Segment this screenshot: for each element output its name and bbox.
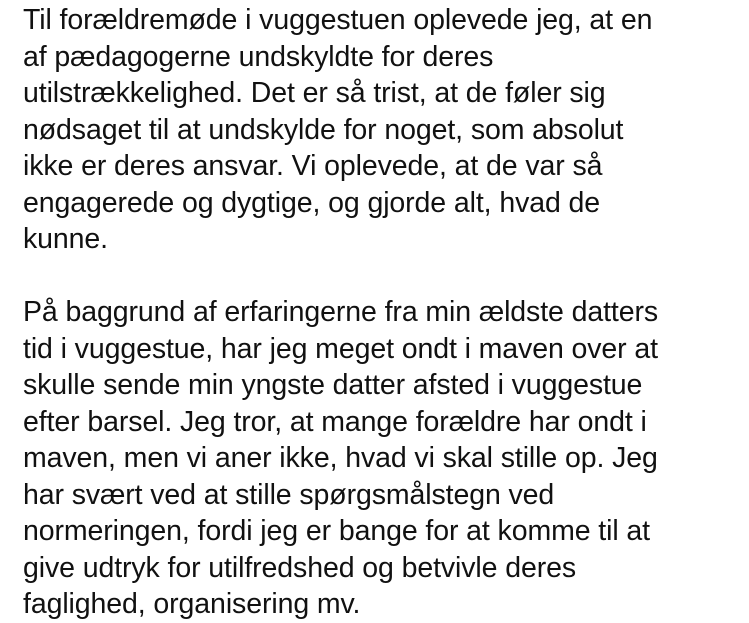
text-line: Til forældremøde i vuggestuen oplevede jeg, at en (23, 4, 653, 36)
text-line: faglighed, organisering mv. (23, 588, 361, 620)
post-text (23, 2, 749, 623)
text-line: give udtryk for utilfredshed og betvivle deres (23, 551, 577, 584)
text-line: af pædagogerne undskyldte for deres (23, 40, 494, 73)
paragraph-1 (23, 2, 749, 258)
text-line: tid i vuggestue, har jeg meget ondt i maven over at (23, 332, 658, 365)
text-line: efter barsel. Jeg tror, at mange forældre har ondt i (23, 405, 647, 438)
text-line: nødsaget til at undskylde for noget, som absolut (23, 113, 624, 146)
paragraph-2 (23, 294, 749, 623)
text-line: kunne. (23, 223, 108, 255)
text-line: skulle sende min yngste datter afsted i vuggestue (23, 369, 643, 401)
text-line: engagerede og dygtige, og gjorde alt, hvad de (23, 186, 601, 219)
text-line: På baggrund af erfaringerne fra min ældste datters (23, 296, 659, 328)
text-line: har svært ved at stille spørgsmålstegn ved (23, 478, 555, 511)
paragraph-gap (23, 258, 749, 295)
text-line: normeringen, fordi jeg er bange for at komme til at (23, 515, 650, 547)
text-line: ikke er deres ansvar. Vi oplevede, at de var så (23, 150, 603, 182)
text-line: maven, men vi aner ikke, hvad vi skal stille op. Jeg (23, 442, 658, 474)
text-line: utilstrækkelighed. Det er så trist, at de føler sig (23, 77, 606, 109)
